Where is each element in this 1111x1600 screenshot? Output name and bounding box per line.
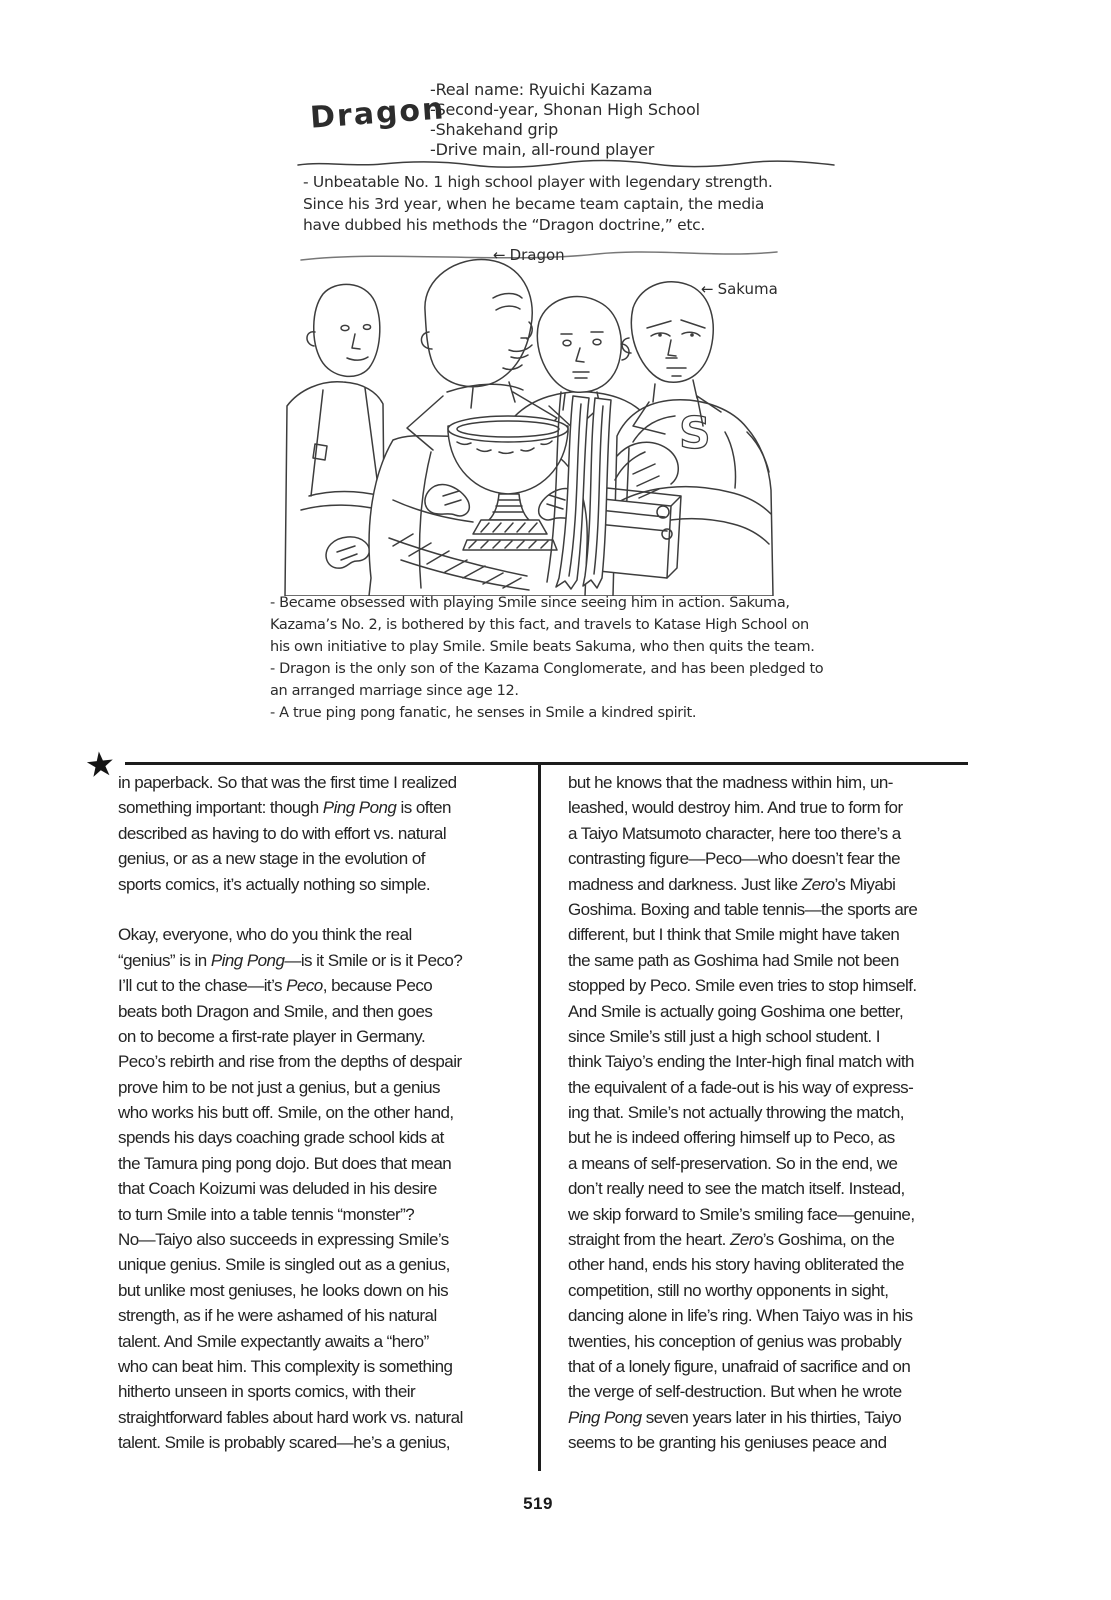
- text-line: twenties, his conception of genius was probably: [568, 1331, 902, 1351]
- label-dragon: [493, 246, 565, 264]
- text-line: Since his 3rd year, when he became team captain, the media: [303, 194, 765, 213]
- text-line: And Smile is actually going Goshima one better,: [568, 1001, 904, 1021]
- text-line: unique genius. Smile is singled out as a genius,: [118, 1255, 450, 1275]
- text-line: other hand, ends his story having obliterated the: [568, 1255, 904, 1275]
- text-line: have dubbed his methods the “Dragon doctrine,” etc.: [303, 216, 705, 234]
- text-line: that of a lonely figure, unafraid of sacrifice and on: [568, 1356, 911, 1376]
- character-notes: [270, 592, 823, 724]
- label-sakuma-text: Sakuma: [717, 280, 778, 298]
- text-line: different, but I think that Smile might have taken: [568, 925, 900, 945]
- text-line: I’ll cut to the chase—it’s Peco, because Peco: [118, 976, 433, 996]
- character-name: Dragon: [308, 91, 447, 136]
- text-line: a means of self-preservation. So in the end, we: [568, 1153, 898, 1173]
- text-line: stopped by Peco. Smile even tries to stop himself.: [568, 976, 917, 996]
- text-line: Kazama’s No. 2, is bothered by this fact, and travels to Katase High School on: [270, 617, 809, 633]
- text-line: - Dragon is the only son of the Kazama Conglomerate, and has been pledged to: [270, 661, 824, 677]
- text-line: Goshima. Boxing and table tennis—the sports are: [568, 899, 918, 919]
- column-divider: [538, 762, 541, 1471]
- text-line: on to become a first-rate player in Germany.: [118, 1026, 426, 1046]
- paragraph: [118, 922, 508, 1455]
- text-line: leashed, would destroy him. And true to form for: [568, 798, 903, 818]
- text-line: described as having to do with effort vs. natural: [118, 823, 447, 843]
- text-line: Okay, everyone, who do you think the real: [118, 925, 412, 945]
- text-line: the equivalent of a fade-out is his way of express-: [568, 1077, 914, 1097]
- text-line: genius, or as a new stage in the evolution of: [118, 849, 425, 869]
- text-line: a Taiyo Matsumoto character, here too there’s a: [568, 823, 901, 843]
- text-line: but he is indeed offering himself up to Peco, as: [568, 1128, 895, 1148]
- text-line: to turn Smile into a table tennis “monster”?: [118, 1204, 415, 1224]
- text-line: - Became obsessed with playing Smile since seeing him in action. Sakuma,: [270, 595, 790, 611]
- label-dragon-text: Dragon: [509, 246, 565, 264]
- paragraph: [568, 770, 963, 1456]
- text-line: that Coach Koizumi was deluded in his desire: [118, 1179, 437, 1199]
- label-sakuma: [701, 280, 778, 298]
- text-line: straightforward fables about hard work vs. natural: [118, 1407, 463, 1427]
- section-rule: [125, 762, 968, 765]
- text-line: straight from the heart. Zero’s Goshima, on the: [568, 1230, 895, 1250]
- text-line: -Second-year, Shonan High School: [430, 100, 700, 119]
- wavy-divider: [296, 158, 836, 170]
- text-line: prove him to be not just a genius, but a genius: [118, 1077, 440, 1097]
- text-line: - A true ping pong fanatic, he senses in Smile a kindred spirit.: [270, 705, 697, 721]
- paragraph: [118, 770, 508, 897]
- text-line: something important: though Ping Pong is often: [118, 798, 451, 818]
- text-line: talent. And Smile expectantly awaits a “hero”: [118, 1331, 429, 1351]
- text-line: No—Taiyo also succeeds in expressing Smile’s: [118, 1230, 449, 1250]
- text-line: beats both Dragon and Smile, and then goes: [118, 1001, 433, 1021]
- character-illustration: [277, 246, 797, 596]
- text-line: ing that. Smile’s not actually throwing the match,: [568, 1103, 904, 1123]
- text-line: talent. Smile is probably scared—he’s a genius,: [118, 1433, 450, 1453]
- text-line: competition, still no worthy opponents in sight,: [568, 1280, 889, 1300]
- jersey-letter-s: S: [679, 408, 711, 459]
- text-line: who can beat him. This complexity is something: [118, 1356, 453, 1376]
- text-line: Peco’s rebirth and rise from the depths of despair: [118, 1052, 462, 1072]
- text-line: but unlike most geniuses, he looks down on his: [118, 1280, 449, 1300]
- text-line: dancing alone in life’s ring. When Taiyo was in his: [568, 1306, 913, 1326]
- text-line: -Shakehand grip: [430, 120, 559, 139]
- text-line: -Real name: Ryuichi Kazama: [430, 80, 653, 99]
- text-line: strength, as if he were ashamed of his natural: [118, 1306, 437, 1326]
- essay-column-left: [118, 770, 508, 1456]
- sketch-drawing: [277, 246, 797, 596]
- text-line: spends his days coaching grade school kids at: [118, 1128, 444, 1148]
- text-line: the Tamura ping pong dojo. But does that mean: [118, 1153, 452, 1173]
- text-line: Ping Pong seven years later in his thirties, Taiyo: [568, 1407, 902, 1427]
- text-line: don’t really need to see the match itself. Instead,: [568, 1179, 905, 1199]
- text-line: seems to be granting his geniuses peace and: [568, 1433, 887, 1453]
- text-line: think Taiyo’s ending the Inter-high final match with: [568, 1052, 914, 1072]
- text-line: contrasting figure—Peco—who doesn’t fear the: [568, 849, 901, 869]
- text-line: who works his butt off. Smile, on the other hand,: [118, 1103, 454, 1123]
- text-line: sports comics, it’s actually nothing so simple.: [118, 874, 431, 894]
- arrow-left-icon: ←: [493, 246, 506, 264]
- character-intro: [303, 172, 772, 237]
- text-line: an arranged marriage since age 12.: [270, 683, 519, 699]
- character-spec-list: [430, 80, 700, 160]
- arrow-left-icon: ←: [701, 280, 714, 298]
- text-line: madness and darkness. Just like Zero’s Miyabi: [568, 874, 896, 894]
- page-number: 519: [523, 1494, 553, 1513]
- star-icon: ★: [83, 744, 118, 786]
- text-line: the verge of self-destruction. But when he wrote: [568, 1382, 902, 1402]
- text-line: -Drive main, all-round player: [430, 140, 655, 159]
- text-line: hitherto unseen in sports comics, with their: [118, 1382, 416, 1402]
- text-line: the same path as Goshima had Smile not been: [568, 950, 899, 970]
- text-line: since Smile’s still just a high school student. I: [568, 1026, 880, 1046]
- text-line: his own initiative to play Smile. Smile beats Sakuma, who then quits the team.: [270, 639, 815, 655]
- text-line: but he knows that the madness within him, un-: [568, 773, 893, 792]
- text-line: we skip forward to Smile’s smiling face—genuine,: [568, 1204, 915, 1224]
- text-line: “genius” is in Ping Pong—is it Smile or is it Peco?: [118, 950, 463, 970]
- essay-column-right: [568, 770, 963, 1456]
- text-line: - Unbeatable No. 1 high school player with legendary strength.: [303, 173, 773, 191]
- text-line: in paperback. So that was the first time I realized: [118, 773, 457, 792]
